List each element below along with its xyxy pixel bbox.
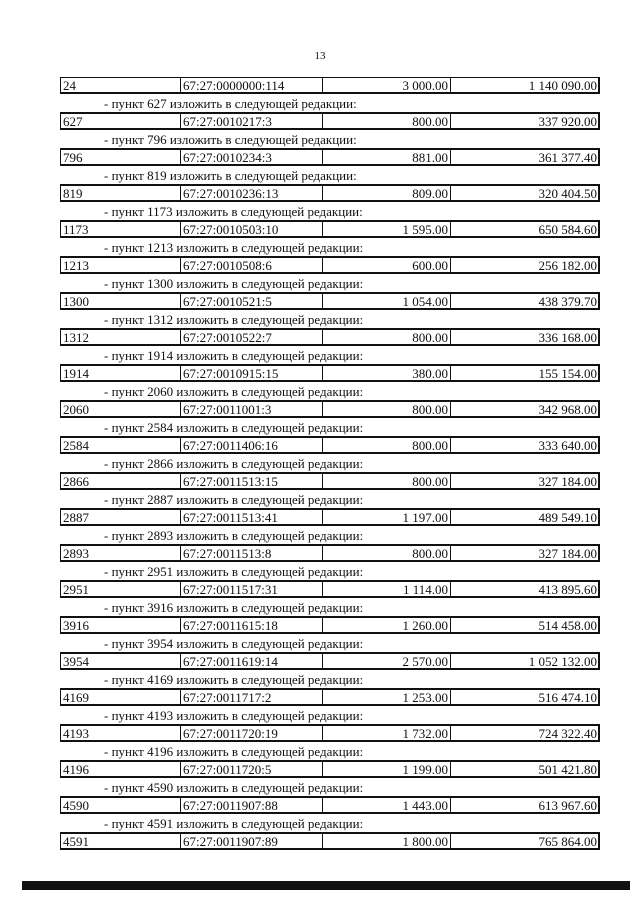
- amendment-instruction: - пункт 2951 изложить в следующей редакции:: [60, 562, 600, 581]
- cadastral-value-cell: 724 322.40: [538, 726, 597, 740]
- item-number-cell: 2584: [61, 438, 181, 452]
- item-number-cell: 819: [61, 186, 181, 200]
- amendment-instruction: - пункт 2893 изложить в следующей редакции:: [60, 526, 600, 545]
- amendment-instruction: - пункт 4193 изложить в следующей редакции:: [60, 706, 600, 725]
- item-number-cell: 2060: [61, 402, 181, 416]
- table-row: [60, 761, 600, 778]
- table-row: [60, 437, 600, 454]
- cadastral-number-cell: 67:27:0010915:15: [181, 366, 323, 380]
- cadastral-number-cell: 67:27:0011907:88: [181, 798, 323, 812]
- area-cell: 809.00: [323, 186, 451, 200]
- table-row: [60, 329, 600, 346]
- cadastral-number-cell: 67:27:0010521:5: [181, 294, 323, 308]
- table-row: [60, 221, 600, 238]
- area-cell: 1 800.00: [323, 834, 451, 848]
- amendment-instruction: - пункт 1213 изложить в следующей редакции:: [60, 238, 600, 257]
- table-row: [60, 77, 600, 94]
- item-number-cell: 796: [61, 150, 181, 164]
- cadastral-value-cell: 327 184.00: [538, 474, 597, 488]
- cadastral-number-cell: 67:27:0011406:16: [181, 438, 323, 452]
- table-row: [60, 581, 600, 598]
- table-row: [60, 293, 600, 310]
- cadastral-number-cell: 67:27:0010522:7: [181, 330, 323, 344]
- area-cell: 1 197.00: [323, 510, 451, 524]
- area-cell: 1 595.00: [323, 222, 451, 236]
- amendment-instruction: - пункт 1914 изложить в следующей редакции:: [60, 346, 600, 365]
- area-cell: 1 253.00: [323, 690, 451, 704]
- table-row: [60, 185, 600, 202]
- area-cell: 800.00: [323, 546, 451, 560]
- cadastral-value-cell: 516 474.10: [538, 690, 597, 704]
- amendment-instruction: - пункт 3954 изложить в следующей редакции:: [60, 634, 600, 653]
- area-cell: 800.00: [323, 330, 451, 344]
- cadastral-number-cell: 67:27:0010234:3: [181, 150, 323, 164]
- item-number-cell: 4196: [61, 762, 181, 776]
- area-cell: 800.00: [323, 114, 451, 128]
- cadastral-number-cell: 67:27:0011717:2: [181, 690, 323, 704]
- cadastral-value-cell: 514 458.00: [538, 618, 597, 632]
- bottom-rule: [22, 881, 630, 890]
- amendment-instruction: - пункт 796 изложить в следующей редакции:: [60, 130, 600, 149]
- cadastral-number-cell: 67:27:0011720:19: [181, 726, 323, 740]
- cadastral-number-cell: 67:27:0011619:14: [181, 654, 323, 668]
- item-number-cell: 4590: [61, 798, 181, 812]
- cadastral-number-cell: 67:27:0011513:15: [181, 474, 323, 488]
- cadastral-value-cell: 489 549.10: [538, 510, 597, 524]
- item-number-cell: 4193: [61, 726, 181, 740]
- area-cell: 3 000.00: [323, 78, 451, 92]
- amendment-instruction: - пункт 1312 изложить в следующей редакции:: [60, 310, 600, 329]
- area-cell: 380.00: [323, 366, 451, 380]
- cadastral-value-cell: 337 920.00: [538, 114, 597, 128]
- cadastral-value-cell: 342 968.00: [538, 402, 597, 416]
- amendment-instruction: - пункт 4169 изложить в следующей редакции:: [60, 670, 600, 689]
- cadastral-value-cell: 613 967.60: [538, 798, 597, 812]
- cadastral-number-cell: 67:27:0011513:41: [181, 510, 323, 524]
- cadastral-number-cell: 67:27:0000000:114: [181, 78, 323, 92]
- item-number-cell: 627: [61, 114, 181, 128]
- amendments-table: [60, 77, 600, 850]
- table-row: [60, 689, 600, 706]
- amendment-instruction: - пункт 1300 изложить в следующей редакции:: [60, 274, 600, 293]
- table-row: [60, 365, 600, 382]
- cadastral-number-cell: 67:27:0011001:3: [181, 402, 323, 416]
- table-row: [60, 257, 600, 274]
- area-cell: 1 114.00: [323, 582, 451, 596]
- amendment-instruction: - пункт 3916 изложить в следующей редакции:: [60, 598, 600, 617]
- cadastral-number-cell: 67:27:0010217:3: [181, 114, 323, 128]
- table-row: [60, 797, 600, 814]
- item-number-cell: 1213: [61, 258, 181, 272]
- amendment-instruction: - пункт 2584 изложить в следующей редакции:: [60, 418, 600, 437]
- table-row: [60, 545, 600, 562]
- cadastral-number-cell: 67:27:0011907:89: [181, 834, 323, 848]
- item-number-cell: 2866: [61, 474, 181, 488]
- cadastral-value-cell: 327 184.00: [538, 546, 597, 560]
- cadastral-value-cell: 256 182.00: [538, 258, 597, 272]
- item-number-cell: 1914: [61, 366, 181, 380]
- item-number-cell: 1312: [61, 330, 181, 344]
- amendment-instruction: - пункт 4591 изложить в следующей редакции:: [60, 814, 600, 833]
- table-row: [60, 473, 600, 490]
- cadastral-value-cell: 650 584.60: [538, 222, 597, 236]
- table-row: [60, 833, 600, 850]
- area-cell: 1 443.00: [323, 798, 451, 812]
- area-cell: 1 054.00: [323, 294, 451, 308]
- cadastral-value-cell: 438 379.70: [538, 294, 597, 308]
- area-cell: 600.00: [323, 258, 451, 272]
- area-cell: 1 260.00: [323, 618, 451, 632]
- table-row: [60, 653, 600, 670]
- item-number-cell: 3954: [61, 654, 181, 668]
- cadastral-value-cell: 765 864.00: [538, 834, 597, 848]
- cadastral-value-cell: 413 895.60: [538, 582, 597, 596]
- page-number: 13: [314, 50, 326, 62]
- cadastral-number-cell: 67:27:0010236:13: [181, 186, 323, 200]
- item-number-cell: 24: [61, 78, 181, 92]
- table-row: [60, 509, 600, 526]
- area-cell: 800.00: [323, 402, 451, 416]
- cadastral-number-cell: 67:27:0011615:18: [181, 618, 323, 632]
- area-cell: 1 732.00: [323, 726, 451, 740]
- cadastral-value-cell: 1 052 132.00: [528, 654, 597, 668]
- amendment-instruction: - пункт 4196 изложить в следующей редакции:: [60, 742, 600, 761]
- amendment-instruction: - пункт 4590 изложить в следующей редакции:: [60, 778, 600, 797]
- cadastral-value-cell: 320 404.50: [538, 186, 597, 200]
- table-row: [60, 725, 600, 742]
- cadastral-value-cell: 361 377.40: [538, 150, 597, 164]
- amendment-instruction: - пункт 2866 изложить в следующей редакции:: [60, 454, 600, 473]
- cadastral-value-cell: 333 640.00: [538, 438, 597, 452]
- table-row: [60, 617, 600, 634]
- cadastral-value-cell: 336 168.00: [538, 330, 597, 344]
- cadastral-value-cell: 1 140 090.00: [528, 78, 597, 92]
- item-number-cell: 4169: [61, 690, 181, 704]
- area-cell: 800.00: [323, 438, 451, 452]
- cadastral-value-cell: 501 421.80: [538, 762, 597, 776]
- item-number-cell: 1173: [61, 222, 181, 236]
- item-number-cell: 3916: [61, 618, 181, 632]
- item-number-cell: 4591: [61, 834, 181, 848]
- cadastral-value-cell: 155 154.00: [538, 366, 597, 380]
- amendment-instruction: - пункт 1173 изложить в следующей редакции:: [60, 202, 600, 221]
- amendment-instruction: - пункт 2060 изложить в следующей редакции:: [60, 382, 600, 401]
- item-number-cell: 1300: [61, 294, 181, 308]
- area-cell: 800.00: [323, 474, 451, 488]
- item-number-cell: 2951: [61, 582, 181, 596]
- item-number-cell: 2887: [61, 510, 181, 524]
- item-number-cell: 2893: [61, 546, 181, 560]
- table-row: [60, 113, 600, 130]
- cadastral-number-cell: 67:27:0010503:10: [181, 222, 323, 236]
- amendment-instruction: - пункт 819 изложить в следующей редакции:: [60, 166, 600, 185]
- table-row: [60, 149, 600, 166]
- area-cell: 2 570.00: [323, 654, 451, 668]
- cadastral-number-cell: 67:27:0011720:5: [181, 762, 323, 776]
- area-cell: 881.00: [323, 150, 451, 164]
- cadastral-number-cell: 67:27:0011517:31: [181, 582, 323, 596]
- area-cell: 1 199.00: [323, 762, 451, 776]
- table-row: [60, 401, 600, 418]
- amendment-instruction: - пункт 627 изложить в следующей редакции:: [60, 94, 600, 113]
- cadastral-number-cell: 67:27:0010508:6: [181, 258, 323, 272]
- amendment-instruction: - пункт 2887 изложить в следующей редакции:: [60, 490, 600, 509]
- cadastral-number-cell: 67:27:0011513:8: [181, 546, 323, 560]
